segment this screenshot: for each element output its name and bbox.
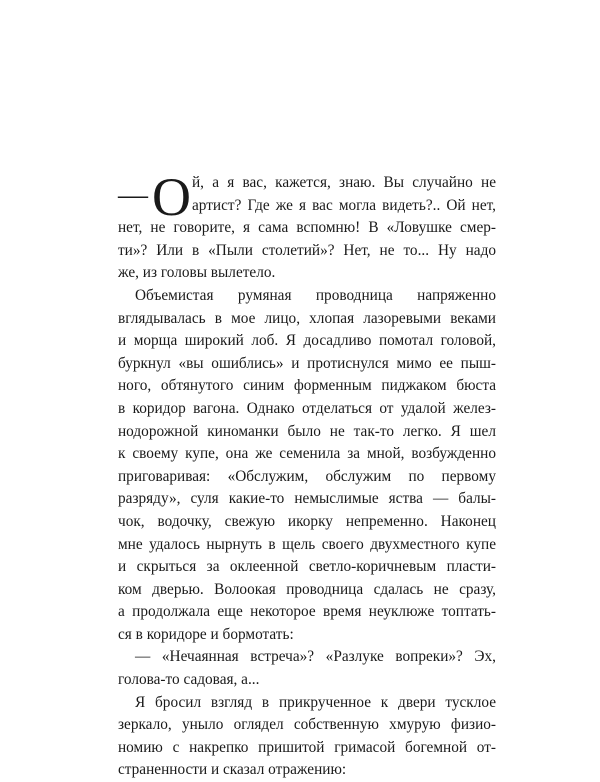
text-line: нет, не говорите, я сама вспомню! В «Ловушке смер- [118,219,496,237]
paragraph [118,646,496,691]
text-line: номию с накрепко пришитой гримасой богемной от- [118,738,496,756]
text-line: чок, водочку, свежую икорку непременно. Наконец [118,512,496,530]
paragraph [118,692,496,782]
text-line: мне удалось нырнуть в щель своего двухместного купе [118,535,496,553]
text-line: Объемистая румяная проводница напряженно [135,286,496,304]
dialogue-dash: — [118,178,148,211]
text-line: — «Нечаянная встреча»? «Разлуке вопреки»? Эх, [135,648,496,666]
text-line: ся в коридоре и бормотать: [118,625,294,643]
drop-cap: О [152,167,191,227]
text-line: приговаривая: «Обслужим, обслужим по первому [118,467,496,485]
text-line: в коридор вагона. Однако отделаться от удалой желез- [118,399,496,417]
text-line: артист? Где же я вас могла видеть?.. Ой нет, [192,196,496,214]
text-line: ного, обтянутого синим форменным пиджаком бюста [118,377,496,395]
opening-paragraph [118,167,496,285]
text-line: разряду», суля какие-то немыслимые яства — балы- [118,490,496,508]
text-line: нодорожной киноманки было не так-то легко. Я шел [118,422,496,440]
paragraph [118,285,496,647]
text-line: й, а я вас, кажется, знаю. Вы случайно не [192,174,496,191]
text-line: к своему купе, она же семенила за мной, возбужденно [118,445,496,463]
text-line: зеркало, уныло оглядел собственную хмурую физио- [118,716,496,734]
text-line: а продолжала еще некоторое время неуклюже топтать- [118,603,496,621]
page-text [118,165,496,782]
text-line: вглядывалась в мое лицо, хлопая лазоревыми веками [118,309,496,327]
text-line: страненности и сказал отражению: [118,761,347,779]
text-line: Я бросил взгляд в прикрученное к двери тусклое [135,693,496,711]
text-line: ком дверью. Волоокая проводница сдалась не сразу, [118,580,496,598]
text-line: голова-то садовая, а... [118,671,260,689]
text-line: буркнул «вы ошиблись» и протиснулся мимо ее пыш- [118,354,496,372]
text-line: и морща широкий лоб. Я досадливо помотал головой, [118,332,496,350]
text-line: ти»? Или в «Пыли столетий»? Нет, не то... Ну надо [118,241,496,259]
text-line: и скрыться за оклеенной светло-коричневым пласти- [118,558,496,576]
text-line: же, из головы вылетело. [118,264,276,282]
